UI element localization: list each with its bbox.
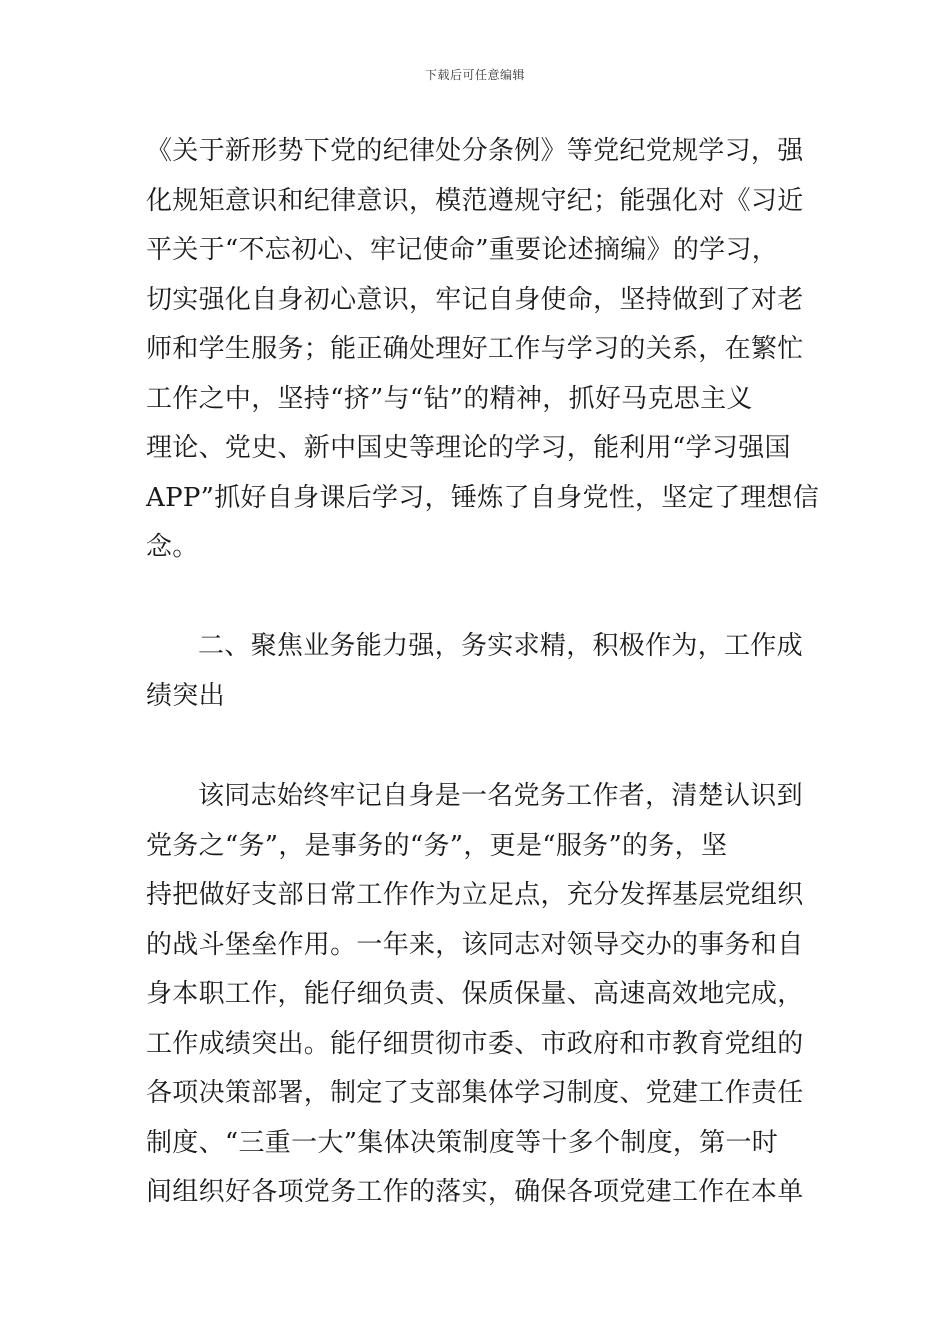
page-header-note: 下载后可任意编辑	[424, 68, 525, 82]
paragraph-line: APP”抓好自身课后学习，锤炼了自身党性，坚定了理想信	[146, 482, 820, 513]
paragraph-line: 持把做好支部日常工作作为立足点，充分发挥基层党组织	[146, 880, 804, 910]
paragraph-line: 工作之中，坚持“挤”与“钻”的精神，抓好马克思主义	[146, 383, 753, 414]
paragraph-line: 切实强化自身初心意识，牢记自身使命，坚持做到了对老	[146, 284, 804, 315]
paragraph-line: 各项决策部署，制定了支部集体学习制度、党建工作责任	[146, 1078, 804, 1108]
paragraph-line: 师和学生服务；能正确处理好工作与学习的关系，在繁忙	[146, 334, 804, 364]
paragraph-party-work	[146, 772, 808, 1218]
paragraph-line: 间组织好各项党务工作的落实，确保各项党建工作在本单	[146, 1177, 804, 1207]
paragraph-line: 工作成绩突出。能仔细贯彻市委、市政府和市教育党组的	[146, 1028, 804, 1059]
paragraph-line: 身本职工作，能仔细负责、保质保量、高速高效地完成，	[146, 979, 804, 1009]
section-heading-two	[146, 622, 808, 721]
paragraph-line: 《关于新形势下党的纪律处分条例》等党纪党规学习，强	[146, 136, 804, 166]
paragraph-line: 平关于“不忘初心、牢记使命”重要论述摘编》的学习，	[146, 235, 779, 265]
paragraph-line: 理论、党史、新中国史等理论的学习，能利用“学习强国	[146, 433, 791, 463]
paragraph-study	[146, 127, 820, 573]
paragraph-line: 化规矩意识和纪律意识，模范遵规守纪；能强化对《习近	[146, 185, 804, 216]
heading-line: 绩突出	[146, 680, 225, 711]
paragraph-line: 制度、“三重一大”集体决策制度等十多个制度，第一时	[146, 1127, 779, 1158]
paragraph-line: 该同志始终牢记自身是一名党务工作者，清楚认识到	[198, 781, 803, 811]
paragraph-line: 的战斗堡垒作用。一年来，该同志对领导交办的事务和自	[146, 929, 804, 960]
paragraph-line: 念。	[146, 532, 199, 562]
paragraph-line: 党务之“务”，是事务的“务”，更是“服务”的务，坚	[146, 830, 728, 861]
heading-line: 二、聚焦业务能力强，务实求精，积极作为，工作成	[198, 631, 803, 661]
